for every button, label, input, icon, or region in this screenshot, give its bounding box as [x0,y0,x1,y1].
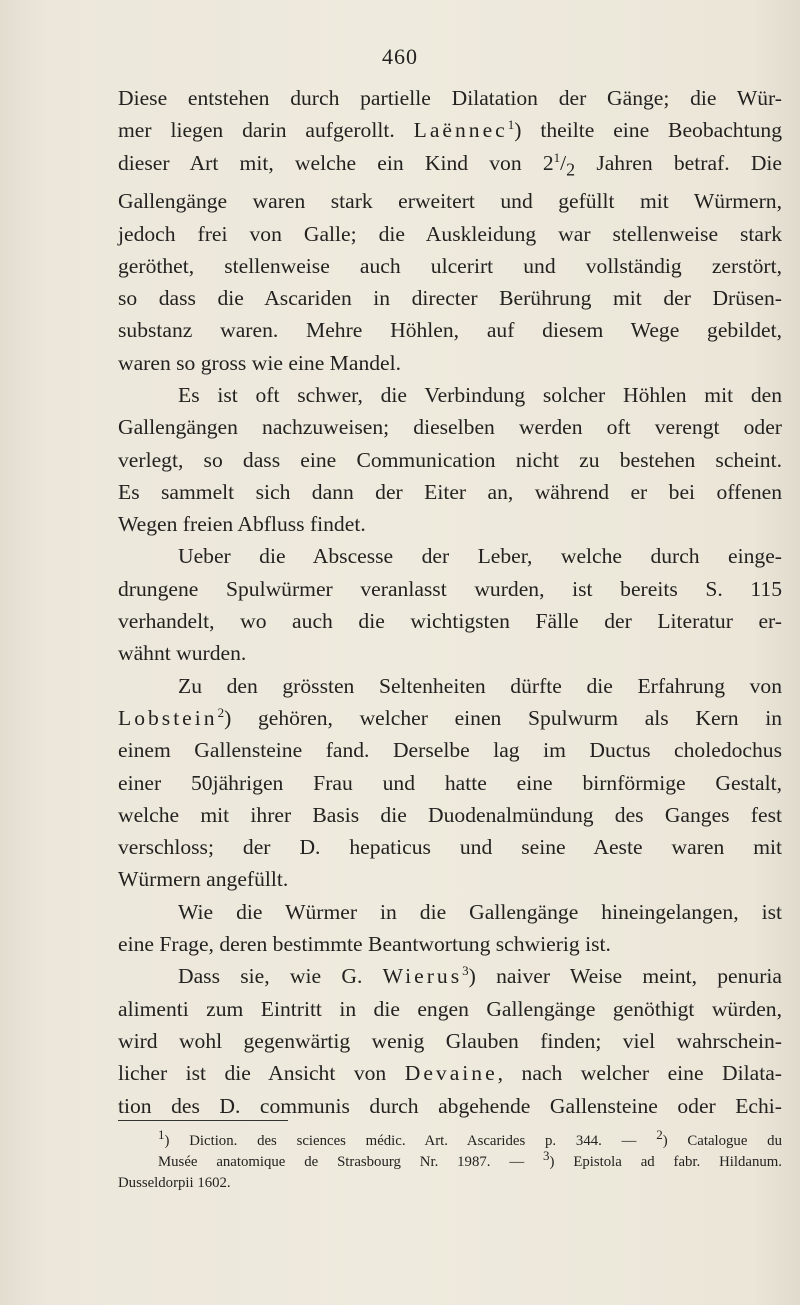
text-line [118,282,782,314]
text-line [118,896,782,928]
text-run: Es sammelt sich dann der Eiter an, während er bei offenen [118,479,782,504]
footnote-line [118,1148,782,1173]
text-run: wird wohl gegenwärtig wenig Glauben finden; viel wahrschein- [118,1028,782,1053]
text-line [118,831,782,863]
footnote-marker: 3 [462,963,469,979]
text-run: waren so gross wie eine Mandel. [118,350,402,375]
text-line [118,250,782,282]
text-run: Dusseldorpii 1602. [118,1175,231,1191]
text-run: Zu den grössten Seltenheiten dürfte die Erfahrung von [178,673,782,698]
text-line [118,476,782,508]
text-run: ) Diction. des sciences médic. Art. Ascarides p. 344. — [164,1133,657,1149]
text-run: Wie die Würmer in die Gallengänge hineingelangen, ist [178,899,782,924]
text-line [118,734,782,766]
text-run: Würmern angefüllt. [118,867,289,892]
text-run: dieser Art mit, welche ein Kind von 2 [118,150,554,175]
footnote-line [118,1127,782,1152]
text-line [118,993,782,1025]
text-run: verschloss; der D. hepaticus und seine Aeste waren mit [118,835,782,860]
text-line [118,960,782,992]
text-run: geröthet, stellenweise auch ulcerirt und vollständig zerstört, [118,253,782,278]
text-line [118,379,782,411]
text-run: drungene Spulwürmer veranlasst wurden, ist bereits S. 115 [118,576,782,601]
text-run: eine Frage, deren bestimmte Beantwortung schwierig ist. [118,932,611,957]
text-run: Es ist oft schwer, die Verbindung solcher Höhlen mit den [178,382,782,407]
text-run: Jahren betraf. Die [575,150,782,175]
text-line [118,347,782,379]
text-run: ) theilte eine Beobachtung [514,118,782,143]
text-line [118,702,782,734]
text-line [118,573,782,605]
page-number: 460 [382,44,418,69]
text-line [118,218,782,250]
text-line [118,114,782,146]
text-line [118,799,782,831]
footnote-marker: 1 [158,1127,165,1143]
text-line [118,670,782,702]
text-run: Ueber die Abscesse der Leber, welche durch einge- [178,544,782,569]
text-line [118,314,782,346]
footnote-line [118,1173,782,1194]
text-run: einem Gallensteine fand. Derselbe lag im Ductus choledochus [118,738,782,763]
footnote-marker: 2 [656,1127,663,1143]
footnote-marker: 1 [507,117,515,133]
text-line [118,637,782,669]
text-run: ) Epistola ad fabr. Hildanum. [549,1154,782,1170]
text-run: Diese entstehen durch partielle Dilatation der Gänge; die Wür- [118,86,782,110]
text-line [118,1025,782,1057]
text-run: Wegen freien Abfluss findet. [118,512,366,537]
text-line [118,444,782,476]
text-run: mer liegen darin aufgerollt. [118,118,414,143]
author-name: Lobstein [118,705,218,730]
text-run: welche mit ihrer Basis die Duodenalmündung des Ganges fest [118,802,782,827]
text-run: substanz waren. Mehre Höhlen, auf diesem Wege gebildet, [118,318,782,343]
text-line [118,1057,782,1089]
text-run: Gallengängen nachzuweisen; dieselben werden oft verengt oder [118,415,782,440]
text-line [118,863,782,895]
text-run: ) Catalogue du [662,1133,782,1149]
author-name: Wierus [382,964,463,989]
text-line [118,508,782,540]
text-run: verlegt, so dass eine Communication nicht zu bestehen scheint. [118,447,782,472]
text-line [118,540,782,572]
text-run: licher ist die Ansicht von [118,1061,405,1086]
text-run: , nach welcher eine Dilata- [497,1061,782,1086]
text-line [118,605,782,637]
text-line [118,82,782,114]
text-line [118,411,782,443]
text-run: alimenti zum Eintritt in die engen Gallengänge genöthigt würden, [118,996,782,1021]
text-run: / [560,150,567,175]
text-run: einer 50jährigen Frau und hatte eine birnförmige Gestalt, [118,770,782,795]
text-run: wähnt wurden. [118,641,247,666]
fraction-denominator: 2 [566,158,576,179]
text-run: Dass sie, wie G. [178,964,383,989]
text-run: verhandelt, wo auch die wichtigsten Fälle der Literatur er- [118,609,782,634]
body-text [118,82,782,1122]
author-name: Devaine [404,1061,498,1086]
text-line [118,147,782,186]
text-run: ) naiver Weise meint, penuria [468,964,782,989]
footnote-marker: 1 [553,149,561,165]
text-line [118,185,782,217]
footnote-marker: 3 [543,1148,550,1164]
text-run: Gallengänge waren stark erweitert und gefüllt mit Würmern, [118,189,782,214]
text-run: Musée anatomique de Strasbourg Nr. 1987. — [158,1154,544,1170]
footnote-marker: 2 [217,704,225,720]
text-line [118,1090,782,1122]
text-line [118,928,782,960]
text-line [118,767,782,799]
author-name: Laënnec [413,118,508,143]
footnote-separator [118,1120,288,1121]
text-run: tion des D. communis durch abgehende Gallensteine oder Echi- [118,1093,782,1118]
text-run: so dass die Ascariden in directer Berührung mit der Drüsen- [118,286,782,311]
text-run: ) gehören, welcher einen Spulwurm als Kern in [224,705,782,730]
footnotes [118,1127,782,1194]
text-run: jedoch frei von Galle; die Auskleidung war stellenweise stark [118,221,782,246]
